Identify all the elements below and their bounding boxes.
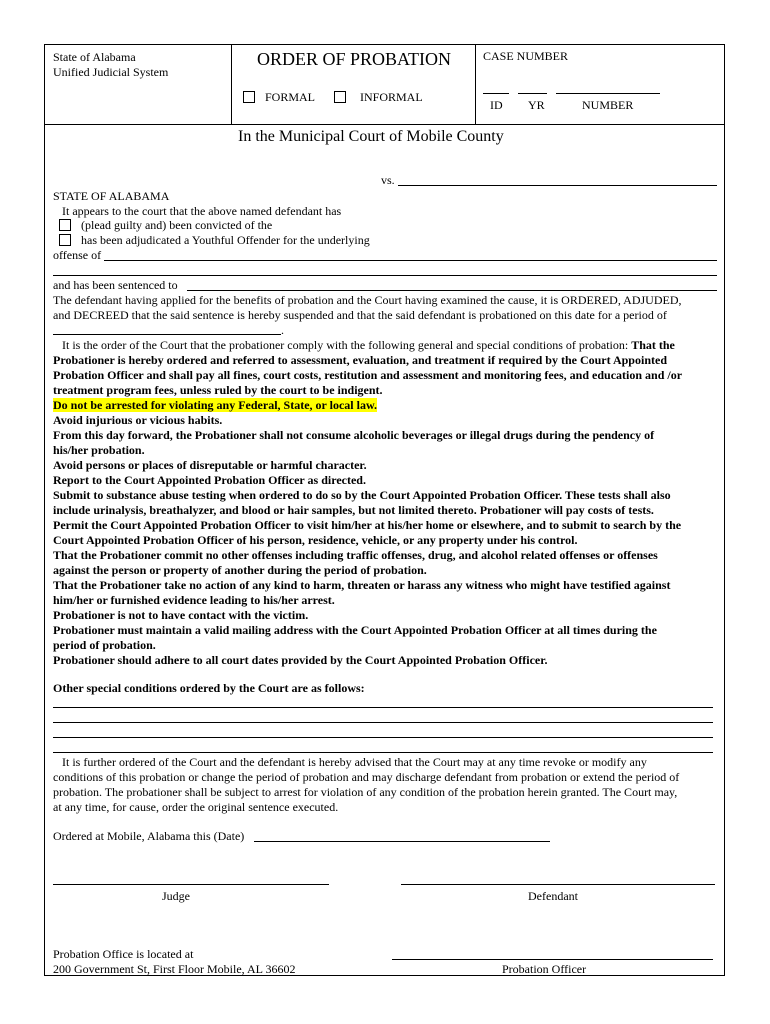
informal-checkbox[interactable] [334,91,346,103]
condition-line: include urinalysis, breathalyzer, and blood or hair samples, but not limited thereto. Probationer will pay costs of tests. [53,503,654,517]
condition-line: Permit the Court Appointed Probation Officer to visit him/her at his/her home or elsewhere, and to submit to search by the [53,518,682,532]
sentenced-label: and has been sentenced to [53,278,178,292]
case-yr-field[interactable] [518,93,547,94]
period-terminator: . [281,323,284,337]
condition-line: against the person or property of another during the period of probation. [53,563,427,577]
offense-label: offense of [53,248,102,262]
condition-line: Report to the Court Appointed Probation Officer as directed. [53,473,366,487]
party-name: STATE OF ALABAMA [53,189,170,203]
informal-label: INFORMAL [360,90,423,104]
condition-line: period of probation. [53,638,156,652]
org-line1: State of Alabama [53,50,136,64]
case-yr-label: YR [528,98,545,112]
condition-line-highlighted [53,398,377,412]
officer-label: Probation Officer [502,962,587,976]
convicted-checkbox[interactable] [59,219,71,231]
condition-line: him/her or furnished evidence leading to his/her arrest. [53,593,335,607]
header-divider-left [231,44,232,124]
further-order-line: conditions of this probation or change the period of probation and may discharge defendant from probation or extend the period of [53,770,680,784]
case-id-label: ID [490,98,503,112]
condition-line: Probationer is hereby ordered and referred to assessment, evaluation, and treatment if required by the Court Appointed [53,353,667,367]
header-bottom-rule [44,124,725,125]
ordered-paragraph-line1: The defendant having applied for the benefits of probation and the Court having examined the cause, it is ORDERED, ADJUDED, [53,293,682,307]
condition-line: That the Probationer commit no other offenses including traffic offenses, drug, and alcohol related offenses or offenses [53,548,658,562]
office-address: 200 Government St, First Floor Mobile, AL 36602 [53,962,296,976]
defendant-signature-line[interactable] [401,884,715,885]
condition-line: Probationer should adhere to all court dates provided by the Court Appointed Probation Officer. [53,653,548,667]
youthful-offender-option: has been adjudicated a Youthful Offender for the underlying [81,233,370,247]
special-condition-field[interactable] [53,752,713,753]
intro-line: It appears to the court that the above named defendant has [62,204,342,218]
ordered-paragraph-line2: and DECREED that the said sentence is hereby suspended and that the said defendant is probationed on this date for a period of [53,308,667,322]
ordered-date-field[interactable] [254,841,550,842]
conditions-lead-text: It is the order of the Court that the probationer comply with the following general and special conditions of probation: [62,338,629,352]
condition-line: From this day forward, the Probationer shall not consume alcoholic beverages or illegal drugs during the pendency of [53,428,655,442]
condition-line: Court Appointed Probation Officer of his person, residence, vehicle, or any property under his control. [53,533,578,547]
header-divider-right [475,44,476,124]
conditions-lead-bold: That the [631,338,675,352]
sentence-field[interactable] [187,290,717,291]
further-order-line: probation. The probationer shall be subject to arrest for violation of any condition of the probation herein granted. The Court may, [53,785,678,799]
ordered-date-label: Ordered at Mobile, Alabama this (Date) [53,829,245,843]
officer-signature-line[interactable] [392,959,713,960]
condition-line: Avoid injurious or vicious habits. [53,413,223,427]
further-order-line: It is further ordered of the Court and the defendant is hereby advised that the Court may at any time revoke or modify any [62,755,647,769]
defendant-label: Defendant [528,889,578,903]
condition-line: Probationer is not to have contact with the victim. [53,608,309,622]
special-condition-field[interactable] [53,722,713,723]
condition-line: That the Probationer take no action of any kind to harm, threaten or harass any witness who might have testified against [53,578,671,592]
convicted-option: (plead guilty and) been convicted of the [81,218,273,232]
further-order-line: at any time, for cause, order the original sentence executed. [53,800,339,814]
case-id-field[interactable] [483,93,509,94]
probation-period-field[interactable] [53,334,281,335]
org-line2: Unified Judicial System [53,65,169,79]
formal-checkbox[interactable] [243,91,255,103]
case-number-label: CASE NUMBER [483,49,569,63]
condition-line: his/her probation. [53,443,145,457]
conditions-lead [62,338,675,352]
defendant-name-field[interactable] [398,185,717,186]
case-number-field[interactable] [556,93,660,94]
condition-line: Probationer must maintain a valid mailing address with the Court Appointed Probation Officer at all times during the [53,623,657,637]
formal-label: FORMAL [265,90,316,104]
special-condition-field[interactable] [53,707,713,708]
condition-line: Submit to substance abuse testing when ordered to do so by the Court Appointed Probation Officer. These tests shall also [53,488,671,502]
condition-line: Probation Officer and shall pay all fines, court costs, restitution and assessment and monitoring fees, and education and /or [53,368,683,382]
condition-line: treatment program fees, unless ruled by the court to be indigent. [53,383,383,397]
judge-label: Judge [162,889,190,903]
court-title: In the Municipal Court of Mobile County [238,128,504,145]
highlight-mark: Do not be arrested for violating any Federal, State, or local law. [53,398,377,412]
offense-field-line2[interactable] [53,275,717,276]
form-title: ORDER OF PROBATION [257,49,452,69]
youthful-offender-checkbox[interactable] [59,234,71,246]
vs-label: vs. [381,173,395,187]
special-condition-field[interactable] [53,737,713,738]
offense-field[interactable] [104,260,717,261]
office-location-label: Probation Office is located at [53,947,194,961]
special-conditions-label: Other special conditions ordered by the Court are as follows: [53,681,365,695]
condition-line: Avoid persons or places of disreputable or harmful character. [53,458,367,472]
judge-signature-line[interactable] [53,884,329,885]
case-number-sub-label: NUMBER [582,98,634,112]
